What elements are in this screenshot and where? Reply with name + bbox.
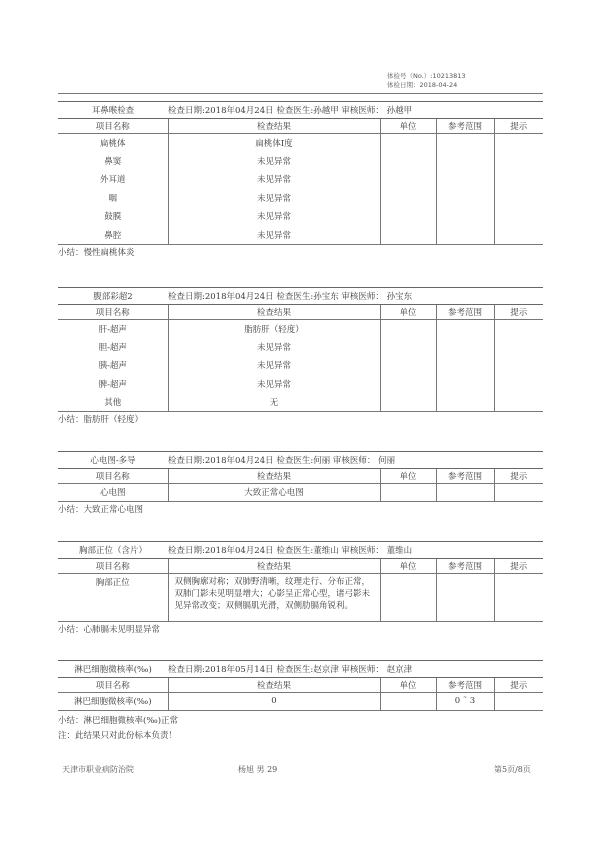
item-unit: [380, 152, 436, 171]
item-name: 胆-超声: [98, 342, 127, 353]
item-result: 未见异常: [168, 338, 380, 357]
table-row: [58, 189, 543, 208]
section-exam-info: 检查日期:2018年04月24日 检查医生:何丽 审核医师： 何丽: [168, 456, 396, 466]
table-row: [58, 483, 543, 502]
results-table: [58, 305, 543, 412]
section-title: 胸部正位（含片）: [78, 546, 147, 556]
report-header: [387, 72, 466, 90]
col-item-name: 项目名称: [58, 119, 168, 133]
item-reference: [436, 356, 494, 375]
item-unit: [380, 207, 436, 226]
item-reference: [436, 152, 494, 171]
disclaimer-note: 注：此结果只对此份标本负责！: [58, 731, 178, 741]
table-row: [58, 319, 543, 338]
item-hint: [494, 338, 543, 357]
item-unit: [380, 393, 436, 412]
col-result: 检查结果: [168, 305, 380, 319]
item-hint: [494, 375, 543, 394]
section-header: [58, 287, 543, 305]
item-hint: [494, 692, 543, 711]
item-reference: [436, 207, 494, 226]
item-name: 咽: [108, 193, 117, 204]
table-row: [58, 226, 543, 245]
col-hint: 提示: [494, 559, 543, 573]
section-exam-info: 检查日期:2018年05月14日 检查医生:赵京津 审核医师： 赵京津: [168, 665, 413, 675]
section-exam-info: 检查日期:2018年04月24日 检查医生:孙宝东 审核医师： 孙宝东: [168, 292, 413, 302]
col-reference: 参考范围: [436, 678, 494, 692]
col-item-name: 项目名称: [58, 305, 168, 319]
section-summary: 小结：慢性扁桃体炎: [58, 247, 135, 258]
col-result: 检查结果: [168, 678, 380, 692]
col-result: 检查结果: [168, 119, 380, 133]
item-reference: [436, 319, 494, 338]
item-hint: [494, 152, 543, 171]
col-hint: 提示: [494, 469, 543, 483]
item-reference: [436, 573, 494, 621]
item-reference: [436, 338, 494, 357]
section-summary: 小结：大致正常心电图: [58, 505, 144, 515]
col-item-name: 项目名称: [58, 678, 168, 692]
item-hint: [494, 170, 543, 189]
item-unit: [380, 170, 436, 189]
col-hint: 提示: [494, 119, 543, 133]
table-row: [58, 692, 543, 711]
col-item-name: 项目名称: [58, 469, 168, 483]
col-reference: 参考范围: [436, 559, 494, 573]
section-title: 心电图-多导: [90, 456, 136, 466]
item-name: 鼻腔: [58, 226, 168, 245]
table-header-row: [58, 469, 543, 483]
col-reference: 参考范围: [436, 119, 494, 133]
table-row: [58, 152, 543, 171]
table-header-row: [58, 119, 543, 133]
item-reference: [436, 226, 494, 245]
item-result: 未见异常: [168, 189, 380, 208]
item-result: 0: [168, 692, 380, 711]
item-reference: [436, 393, 494, 412]
item-unit: [380, 226, 436, 245]
item-result: 脂肪肝（轻度）: [168, 319, 380, 338]
header-divider: [58, 93, 543, 94]
section-header: [58, 660, 543, 678]
col-unit: 单位: [380, 559, 436, 573]
item-result: 未见异常: [168, 170, 380, 189]
item-hint: [494, 393, 543, 412]
item-reference: 0 ˜ 3: [436, 692, 494, 711]
col-result: 检查结果: [168, 469, 380, 483]
results-table: [58, 559, 543, 622]
results-table: [58, 469, 543, 502]
item-reference: [436, 189, 494, 208]
table-row: [58, 338, 543, 357]
item-unit: [380, 375, 436, 394]
col-reference: 参考范围: [436, 469, 494, 483]
item-unit: [380, 483, 436, 502]
results-table: [58, 119, 543, 245]
section-summary: 小结：淋巴细胞微核率(‰)正常: [58, 716, 179, 726]
item-name: 外耳道: [99, 175, 126, 186]
item-result: 双侧胸廓对称；双肺野清晰，纹理走行、分布正常，双肺门影未见明显增大；心影呈正常心型，诸弓影未见异常改变；双侧膈肌光滑，双侧肋膈角锐利。: [168, 573, 380, 621]
item-hint: [494, 207, 543, 226]
footer-page-number: 第5页/8页: [494, 765, 531, 774]
table-row: [58, 573, 543, 621]
item-reference: [436, 375, 494, 394]
col-unit: 单位: [380, 305, 436, 319]
report-number: 体检号（No.）:10213813: [387, 72, 466, 80]
item-unit: [380, 189, 436, 208]
item-reference: [436, 170, 494, 189]
table-row: [58, 170, 543, 189]
col-result: 检查结果: [168, 559, 380, 573]
item-unit: [380, 338, 436, 357]
col-unit: 单位: [380, 678, 436, 692]
item-hint: [494, 189, 543, 208]
section-title: 腹部彩超2: [93, 292, 133, 302]
section-header: [58, 541, 543, 559]
item-hint: [494, 483, 543, 502]
section-exam-info: 检查日期:2018年04月24日 检查医生:董维山 审核医师： 董维山: [168, 546, 413, 556]
section-header: [58, 451, 543, 469]
item-hint: [494, 319, 543, 338]
footer-patient-info: 杨旭 男 29: [238, 765, 278, 774]
table-header-row: [58, 305, 543, 319]
table-row: [58, 356, 543, 375]
item-name: 扁桃体: [99, 138, 126, 149]
item-unit: [380, 356, 436, 375]
item-result: 未见异常: [168, 226, 380, 245]
item-result: 未见异常: [168, 152, 380, 171]
abdominal-ultrasound-section: [58, 287, 543, 427]
item-reference: [436, 483, 494, 502]
item-result: 无: [168, 393, 380, 412]
item-result: 大致正常心电图: [168, 483, 380, 502]
item-name: 胰-超声: [98, 361, 127, 372]
item-result: 扁桃体Ⅰ度: [168, 133, 380, 152]
lymphocyte-micronucleus-section: [58, 660, 543, 743]
footer-institution: 天津市职业病防治院: [62, 765, 134, 774]
item-unit: [380, 319, 436, 338]
col-hint: 提示: [494, 305, 543, 319]
col-hint: 提示: [494, 678, 543, 692]
section-summary: 小结：脂肪肝（轻度）: [58, 415, 144, 425]
table-header-row: [58, 678, 543, 692]
item-name: 肝-超声: [98, 324, 127, 335]
item-name: 脾-超声: [98, 379, 127, 390]
section-title: 耳鼻喉检查: [91, 106, 135, 116]
table-row: [58, 393, 543, 412]
item-hint: [494, 573, 543, 621]
exam-date: 体检日期：2018-04-24: [387, 81, 458, 89]
chest-xray-section: [58, 541, 543, 637]
item-name: 其他: [58, 393, 168, 412]
ecg-section: [58, 451, 543, 517]
table-row: [58, 375, 543, 394]
item-unit: [380, 573, 436, 621]
item-name: 心电图: [58, 483, 168, 502]
item-unit: [380, 692, 436, 711]
item-hint: [494, 356, 543, 375]
item-unit: [380, 133, 436, 152]
col-item-name: 项目名称: [58, 559, 168, 573]
item-name: 淋巴细胞微核率(‰): [58, 692, 168, 711]
table-header-row: [58, 559, 543, 573]
col-unit: 单位: [380, 469, 436, 483]
col-reference: 参考范围: [436, 305, 494, 319]
item-result: 未见异常: [168, 207, 380, 226]
section-header: [58, 101, 543, 119]
item-result: 未见异常: [168, 375, 380, 394]
table-row: [58, 207, 543, 226]
item-reference: [436, 133, 494, 152]
item-name: 胸部正位: [58, 573, 168, 621]
item-name: 鼻窦: [104, 156, 122, 167]
section-exam-info: 检查日期:2018年04月24日 检查医生:孙越甲 审核医师： 孙越甲: [168, 106, 413, 116]
section-summary: 小结：心肺膈未见明显异常: [58, 624, 161, 635]
item-hint: [494, 133, 543, 152]
ent-exam-section: [58, 101, 543, 260]
col-unit: 单位: [380, 119, 436, 133]
item-result: 未见异常: [168, 356, 380, 375]
item-name: 鼓膜: [104, 212, 122, 223]
item-hint: [494, 226, 543, 245]
table-row: [58, 133, 543, 152]
section-title: 淋巴细胞微核率(‰): [74, 665, 152, 675]
results-table: [58, 678, 543, 711]
